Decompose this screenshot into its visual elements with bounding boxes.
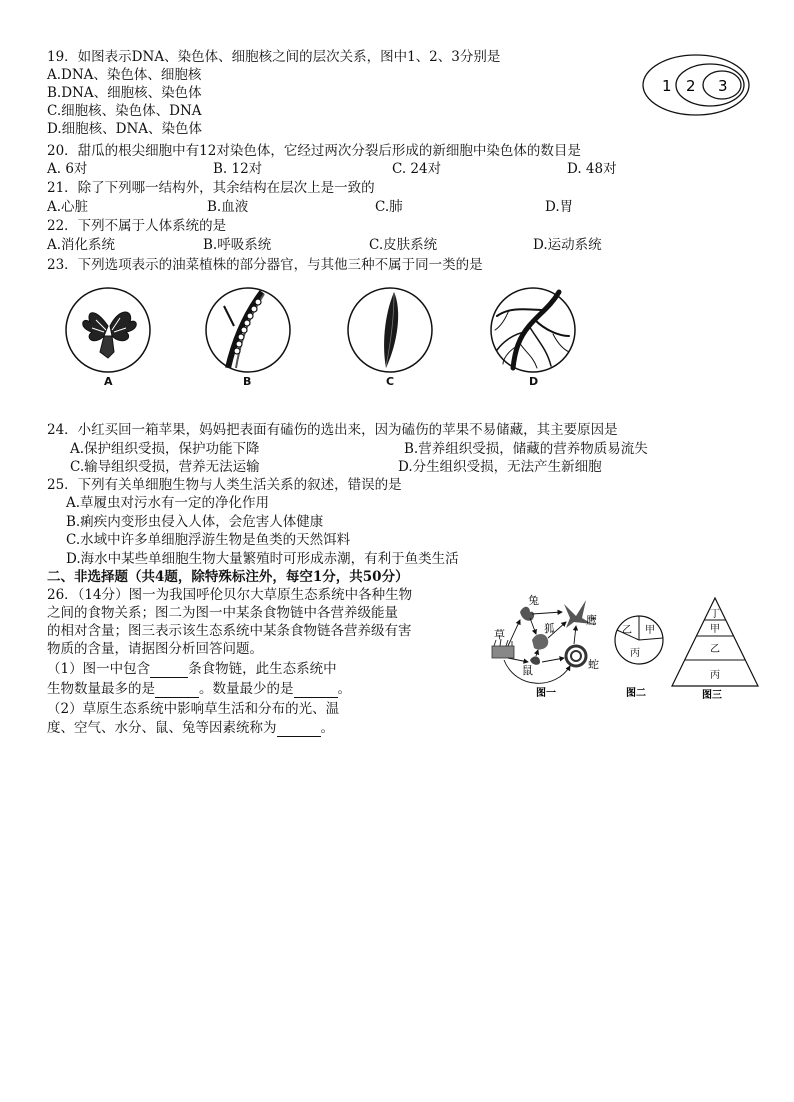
pie-label-jia: 甲 bbox=[645, 625, 655, 636]
pyramid-label-bing: 丙 bbox=[710, 670, 720, 681]
q26-part-2-line-1: （2）草原生态系统中影响草生活和分布的光、温 bbox=[47, 701, 340, 717]
food-web-label-snake: 蛇 bbox=[588, 658, 599, 671]
pie-label-yi: 乙 bbox=[622, 625, 632, 636]
q24-option-c: C.输导组织受损，营养无法运输 bbox=[70, 459, 260, 475]
q26-blank-ecological-factors[interactable] bbox=[277, 722, 321, 737]
q26-figure-2-pie bbox=[612, 612, 666, 700]
q24-stem: 24．小红买回一箱苹果，妈妈把表面有磕伤的选出来，因为磕伤的苹果不易储藏，其主要原因是 bbox=[47, 422, 618, 438]
q22-option-a: A.消化系统 bbox=[47, 237, 116, 253]
q25-stem: 25．下列有关单细胞生物与人类生活关系的叙述，错误的是 bbox=[47, 477, 402, 493]
q19-stem: 19．如图表示DNA、染色体、细胞核之间的层次关系，图中1、2、3分别是 bbox=[47, 49, 501, 65]
q23-stem: 23．下列选项表示的油菜植株的部分器官，与其他三种不属于同一类的是 bbox=[47, 257, 483, 273]
q26-part-1-line-1: （1）图一中包含 条食物链，此生态系统中 bbox=[47, 661, 337, 677]
pyramid-label-yi: 乙 bbox=[710, 644, 720, 655]
food-web-label-grass: 草 bbox=[494, 628, 505, 641]
q26-line-1: 26．（14分）图一为我国呼伦贝尔大草原生态系统中各种生物 bbox=[47, 587, 413, 603]
q26-figure-3-pyramid bbox=[670, 596, 760, 700]
q26-blank-most-organism[interactable] bbox=[155, 683, 199, 698]
q24-option-b: B.营养组织受损，储藏的营养物质易流失 bbox=[404, 441, 648, 457]
q26-line-2: 之间的食物关系；图二为图一中某条食物链中各营养级能量 bbox=[47, 605, 398, 621]
snake-icon bbox=[566, 646, 586, 666]
q26-line-3: 的相对含量；图三表示该生态系统中某条食物链各营养级有害 bbox=[47, 623, 412, 639]
q19-nested-circles-figure bbox=[640, 52, 752, 118]
q19-option-d: D.细胞核、DNA、染色体 bbox=[47, 121, 203, 137]
q23-figure-c-leaf bbox=[346, 286, 434, 374]
food-web-label-fox: 狐 bbox=[544, 622, 555, 635]
food-web-label-mouse: 鼠 bbox=[522, 664, 533, 677]
food-web-caption: 图一 bbox=[536, 688, 556, 698]
food-web-label-rabbit: 兔 bbox=[528, 594, 539, 607]
q21-option-b: B.血液 bbox=[207, 199, 249, 215]
food-web-label-eagle: 鹰 bbox=[586, 614, 597, 627]
q21-option-a: A.心脏 bbox=[47, 199, 89, 215]
q19-option-a: A.DNA、染色体、细胞核 bbox=[47, 67, 202, 83]
pie-caption: 图二 bbox=[626, 688, 646, 699]
fox-icon bbox=[532, 634, 548, 650]
q25-option-c: C.水域中许多单细胞浮游生物是鱼类的天然饵料 bbox=[66, 532, 351, 548]
q23-label-b: B bbox=[243, 375, 252, 388]
q26-blank-chain-count[interactable] bbox=[150, 663, 188, 678]
q21-option-d: D.胃 bbox=[545, 199, 574, 215]
q23-figure-b-seed-pod bbox=[204, 286, 292, 374]
q24-option-a: A.保护组织受损，保护功能下降 bbox=[70, 441, 260, 457]
q26-figure-1-food-web bbox=[486, 594, 610, 698]
q21-stem: 21．除了下列哪一结构外，其余结构在层次上是一致的 bbox=[47, 180, 375, 196]
q25-option-d: D.海水中某些单细胞生物大量繁殖时可形成赤潮，有利于鱼类生活 bbox=[66, 551, 459, 567]
q19-figure-label-2: 2 bbox=[686, 77, 696, 95]
q26-part-2-line-2: 度、空气、水分、鼠、兔等因素统称为 。 bbox=[47, 720, 334, 736]
q21-option-c: C.肺 bbox=[375, 199, 403, 215]
pyramid-label-jia: 甲 bbox=[710, 624, 720, 635]
q22-option-c: C.皮肤系统 bbox=[369, 237, 438, 253]
section-2-title: 二、非选择题（共4题，除特殊标注外，每空1分，共50分） bbox=[47, 569, 409, 585]
q24-option-d: D.分生组织受损，无法产生新细胞 bbox=[398, 459, 602, 475]
pie-label-bing: 丙 bbox=[630, 648, 640, 659]
q20-option-a: A. 6对 bbox=[47, 161, 88, 177]
q20-option-b: B. 12对 bbox=[213, 161, 263, 177]
q25-option-a: A.草履虫对污水有一定的净化作用 bbox=[66, 495, 270, 511]
q19-option-b: B.DNA、细胞核、染色体 bbox=[47, 85, 202, 101]
grass-icon bbox=[492, 646, 514, 658]
q26-line-4: 物质的含量，请据图分析回答问题。 bbox=[47, 641, 263, 657]
q22-option-b: B.呼吸系统 bbox=[203, 237, 272, 253]
pyramid-caption: 图三 bbox=[702, 690, 722, 700]
q23-label-a: A bbox=[104, 375, 113, 388]
q25-option-b: B.痢疾内变形虫侵入人体，会危害人体健康 bbox=[66, 514, 324, 530]
q20-option-c: C. 24对 bbox=[392, 161, 442, 177]
q22-stem: 22．下列不属于人体系统的是 bbox=[47, 218, 227, 234]
q23-figure-a-flower bbox=[64, 286, 152, 374]
q19-figure-label-1: 1 bbox=[662, 77, 672, 95]
pyramid-label-ding: 丁 bbox=[710, 609, 720, 620]
q20-option-d: D. 48对 bbox=[567, 161, 617, 177]
q23-figure-d-roots bbox=[489, 286, 577, 374]
q19-option-c: C.细胞核、染色体、DNA bbox=[47, 103, 202, 119]
q19-figure-label-3: 3 bbox=[718, 77, 728, 95]
q22-option-d: D.运动系统 bbox=[533, 237, 602, 253]
q20-stem: 20．甜瓜的根尖细胞中有12对染色体，它经过两次分裂后形成的新细胞中染色体的数目是 bbox=[47, 143, 581, 159]
q23-label-d: D bbox=[529, 375, 539, 388]
q26-part-1-line-2: 生物数量最多的是 。数量最少的是 。 bbox=[47, 681, 351, 697]
q23-label-c: C bbox=[386, 375, 395, 388]
q26-blank-least-organism[interactable] bbox=[294, 683, 338, 698]
